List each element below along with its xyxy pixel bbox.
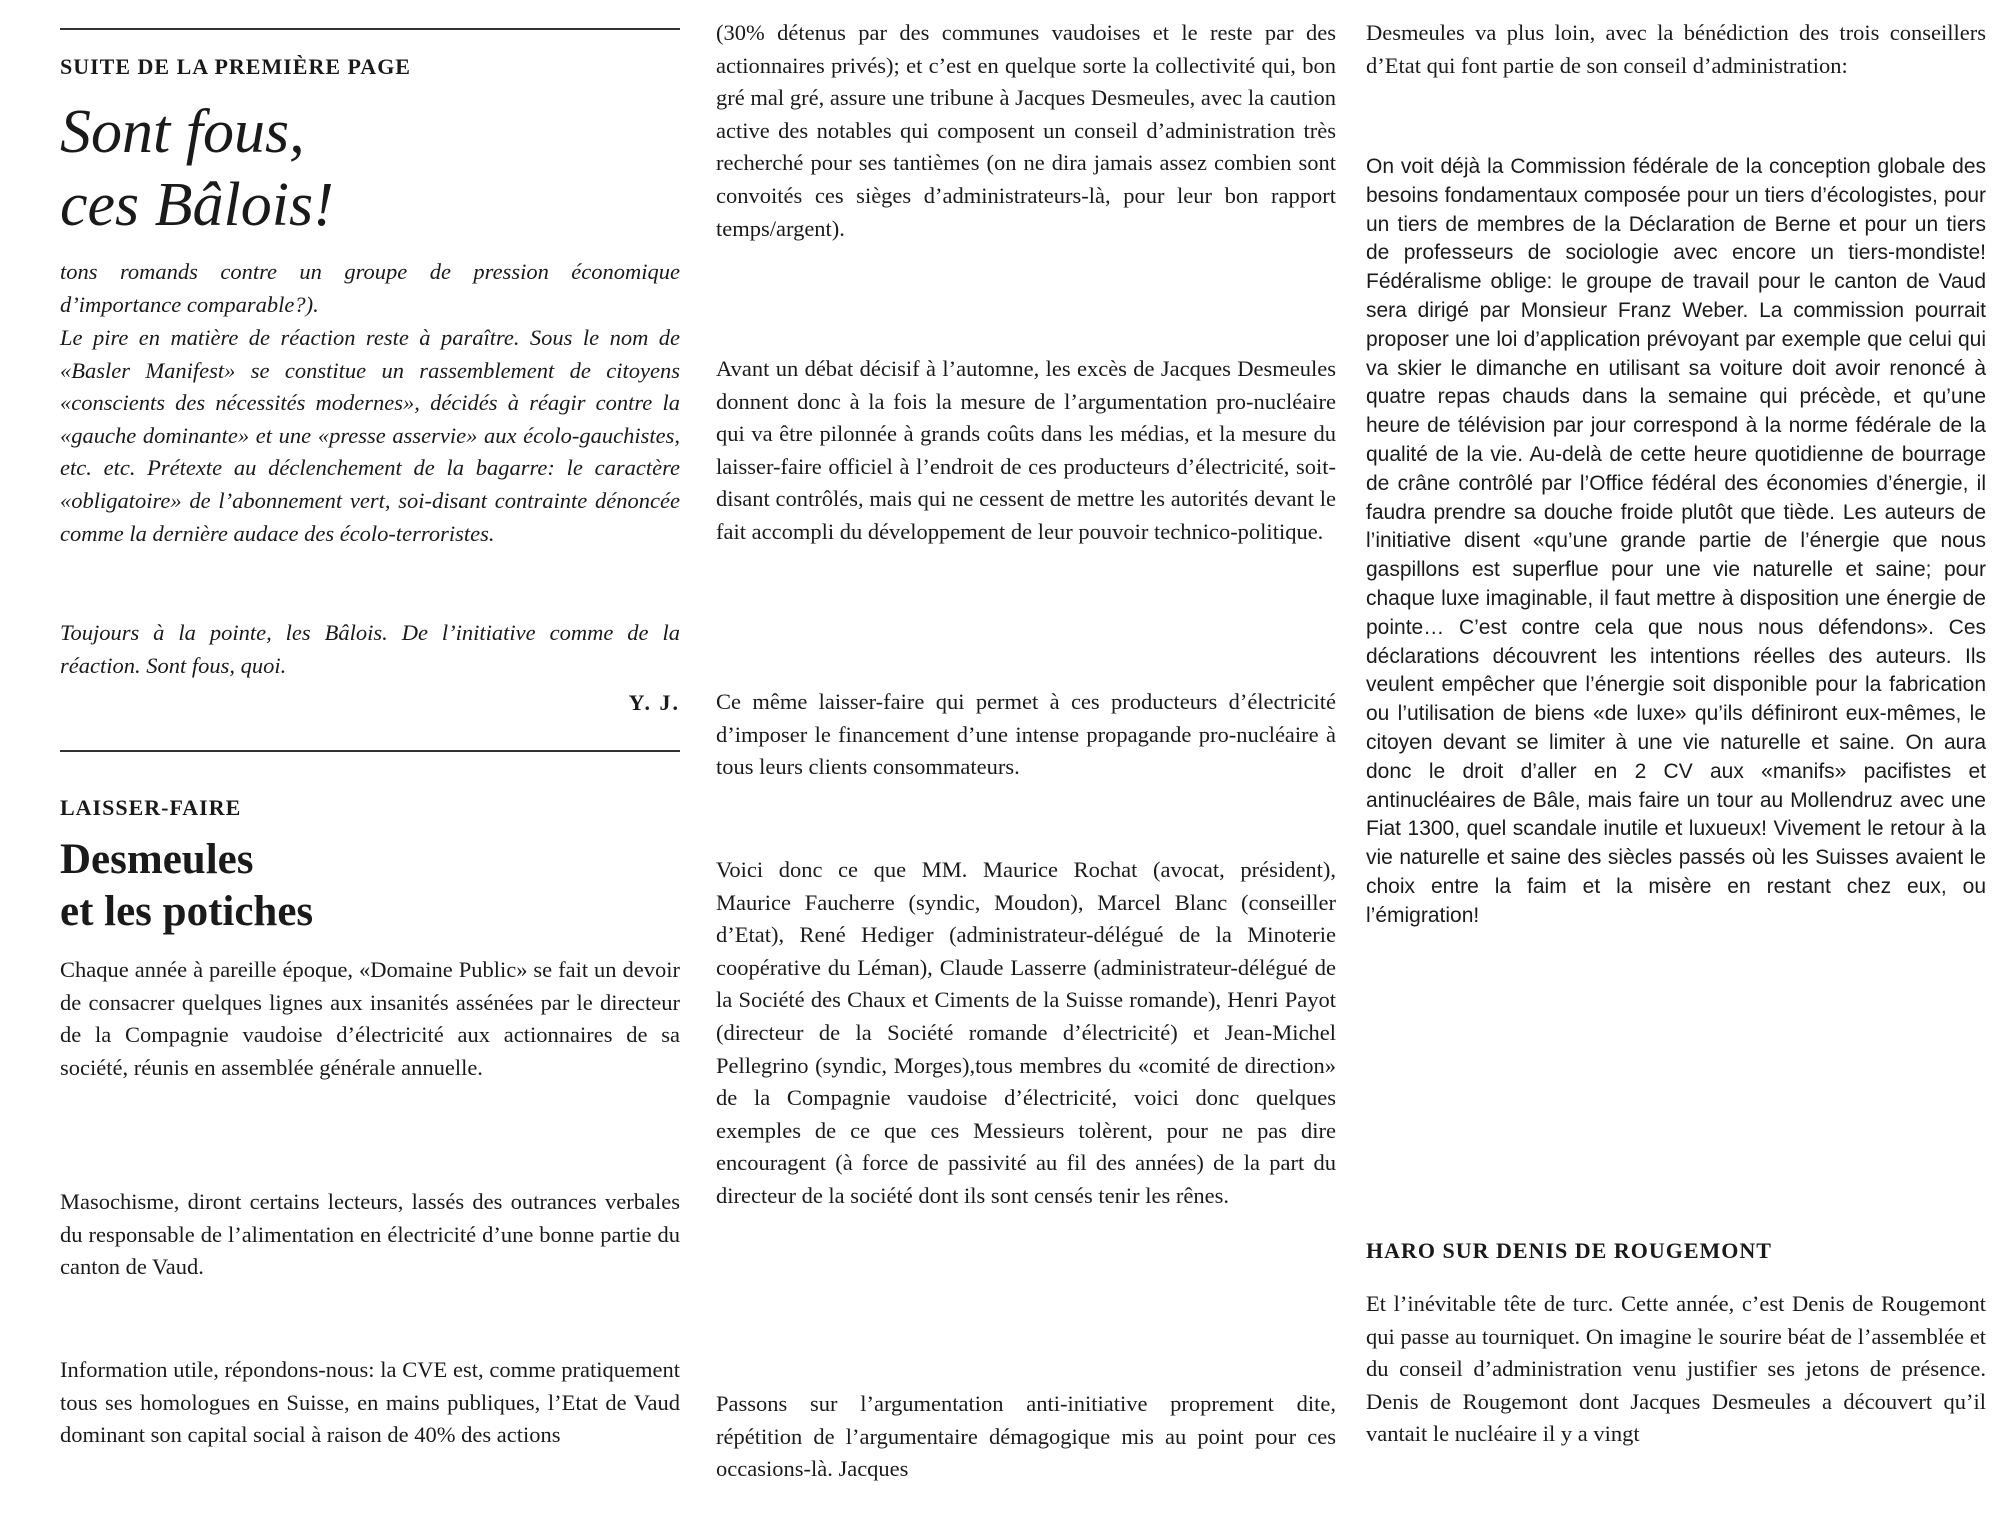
italic-paragraph-1: tons romands contre un groupe de pression économique d’importance comparable?).: [60, 259, 680, 317]
article-title-line2: et les potiches: [60, 888, 314, 935]
paragraph-7: Voici donc ce que MM. Maurice Rochat (avocat, président), Maurice Faucherre (syndic, Moudon), Marcel Blanc (conseiller d’Etat), René Hediger (administrateur-délégué de la Minoterie coopérative du Léman), Claude Lasserre (administrateur-délégué de la Société des Chaux et Ciments de la Suisse romande), Henri Payot (directeur de la Société romande d’électricité) et Jean-Michel Pellegrino (syndic, Morges),tous membres du «comité de direction» de la Compagnie vaudoise d’électricité, voici donc quelques exemples de ce que ces Messieurs tolèrent, pour ne pas dire encouragent (à force de passivité au fil des années) de la part du directeur de la société dont ils sont censés tenir les rênes.: [716, 857, 1336, 1208]
paragraph-4: (30% détenus par des communes vaudoises et le reste par des actionnaires privés); et c’est en quelque sorte la collectivité qui, bon gré mal gré, assure une tribune à Jacques Desmeules, avec la caution active des notables qui composent un conseil d’administration très recherché pour ses tantièmes (on ne dira jamais assez combien sont convoités ces sièges d’administrateurs-là, pour leur bon rapport temps/argent).: [716, 20, 1336, 241]
paragraph-8: Passons sur l’argumentation anti-initiative proprement dite, répétition de l’argumentaire démagogique mis au point pour ces occasions-là. Jacques: [716, 1391, 1336, 1482]
paragraph-3: Information utile, répondons-nous: la CVE est, comme pratiquement tous ses homologues en Suisse, en mains publiques, l’Etat de Vaud dominant son capital social à raison de 40% des actions: [60, 1357, 680, 1448]
paragraph-5: Avant un débat décisif à l’automne, les excès de Jacques Desmeules donnent donc à la fois la mesure de l’argumentation pro-nucléaire qui va être pilonnée à grands coûts dans les médias, et la mesure du laisser-faire officiel à l’endroit de ces producteurs d’électricité, soit-disant contrôlés, mais qui ne cessent de mettre les autorités devant le fait accompli du développement de leur pouvoir technico-politique.: [716, 356, 1336, 544]
section-heading: HARO SUR DENIS DE ROUGEMONT: [1366, 1238, 1772, 1263]
paragraph-2: Masochisme, diront certains lecteurs, lassés des outrances verbales du responsable de l’alimentation en électricité d’une bonne partie du canton de Vaud.: [60, 1189, 680, 1280]
paragraph-9: Desmeules va plus loin, avec la bénédiction des trois conseillers d’Etat qui font partie de son conseil d’administration:: [1366, 20, 1986, 78]
quoted-block: On voit déjà la Commission fédérale de la conception globale des besoins fondamentaux composée pour un tiers d’écologistes, pour un tiers de membres de la Déclaration de Berne et pour un tiers de professeurs de sociologie avec encore un tiers-mondiste! Fédéralisme oblige: le groupe de travail pour le canton de Vaud sera dirigé par Monsieur Franz Weber. La commission pourrait proposer une loi d’application prévoyant par exemple que celui qui va skier le dimanche en utilisant sa voiture doit avoir renoncé à quatre repas chauds dans la semaine qui précède, et qu’une heure de télévision par jour correspond à la norme fédérale de la qualité de la vie. Au-delà de cette heure quotidienne de bourrage de crâne contrôlé par l’Office fédéral des économies d’énergie, il faudra prendre sa douche froide plutôt que tiède. Les auteurs de l’initiative disent «qu’une grande partie de l’énergie que nous gaspillons est superflue pour une vie naturelle et saine; pour chaque luxe imaginable, il faut mettre à disposition une énergie de pointe… C’est contre cela que nous nous défendons». Ces déclarations découvrent les intentions réelles des auteurs. Ils veulent empêcher que l’énergie soit disponible pour la fabrication ou l’utilisation de biens «de luxe» qu’ils définiront eux-mêmes, le citoyen devant se limiter à une vie naturelle et saine. On aura donc le droit d’aller en 2 CV aux «manifs» pacifistes et antinucléaires de Bâle, mais faire un tour au Mollendruz avec une Fiat 1300, quel scandale inutile et luxueux! Vivement le retour à la vie naturelle et saine des siècles passés où les Suisses avaient le choix entre la faim et la misère en restant chez eux, ou l’émigration!: [1366, 155, 1986, 927]
headline-line2: ces Bâlois!: [60, 171, 334, 239]
italic-paragraph-3: Toujours à la pointe, les Bâlois. De l’initiative comme de la réaction. Sont fous, quoi.: [60, 620, 680, 678]
section-divider: [60, 750, 680, 752]
article-title-line1: Desmeules: [60, 836, 254, 883]
paragraph-10: Et l’inévitable tête de turc. Cette année, c’est Denis de Rougemont qui passe au tourniquet. On imagine le sourire béat de l’assemblée et du conseil d’administration venu justifier ses jetons de présence. Denis de Rougemont dont Jacques Desmeules a découvert qu’il vantait le nucléaire il y a vingt: [1366, 1291, 1986, 1447]
paragraph-1: Chaque année à pareille époque, «Domaine Public» se fait un devoir de consacrer quelques lignes aux insanités assénées par le directeur de la Compagnie vaudoise d’électricité aux actionnaires de sa société, réunis en assemblée générale annuelle.: [60, 957, 680, 1080]
author-signature: Y. J.: [628, 690, 680, 715]
headline-line1: Sont fous,: [60, 98, 305, 166]
kicker-laisser-faire: LAISSER-FAIRE: [60, 795, 242, 820]
top-divider: [60, 28, 680, 30]
kicker-suite: SUITE DE LA PREMIÈRE PAGE: [60, 54, 411, 79]
italic-paragraph-2: Le pire en matière de réaction reste à paraître. Sous le nom de «Basler Manifest» se constitue un rassemblement de citoyens «conscients des nécessités modernes», décidés à réagir contre la «gauche dominante» et une «presse asservie» aux écolo-gauchistes, etc. etc. Prétexte au déclenchement de la bagarre: le caractère «obligatoire» de l’abonnement vert, soi-disant contrainte dénoncée comme la dernière audace des écolo-terroristes.: [60, 325, 680, 546]
paragraph-6: Ce même laisser-faire qui permet à ces producteurs d’électricité d’imposer le financement d’une intense propagande pro-nucléaire à tous leurs clients consommateurs.: [716, 689, 1336, 780]
